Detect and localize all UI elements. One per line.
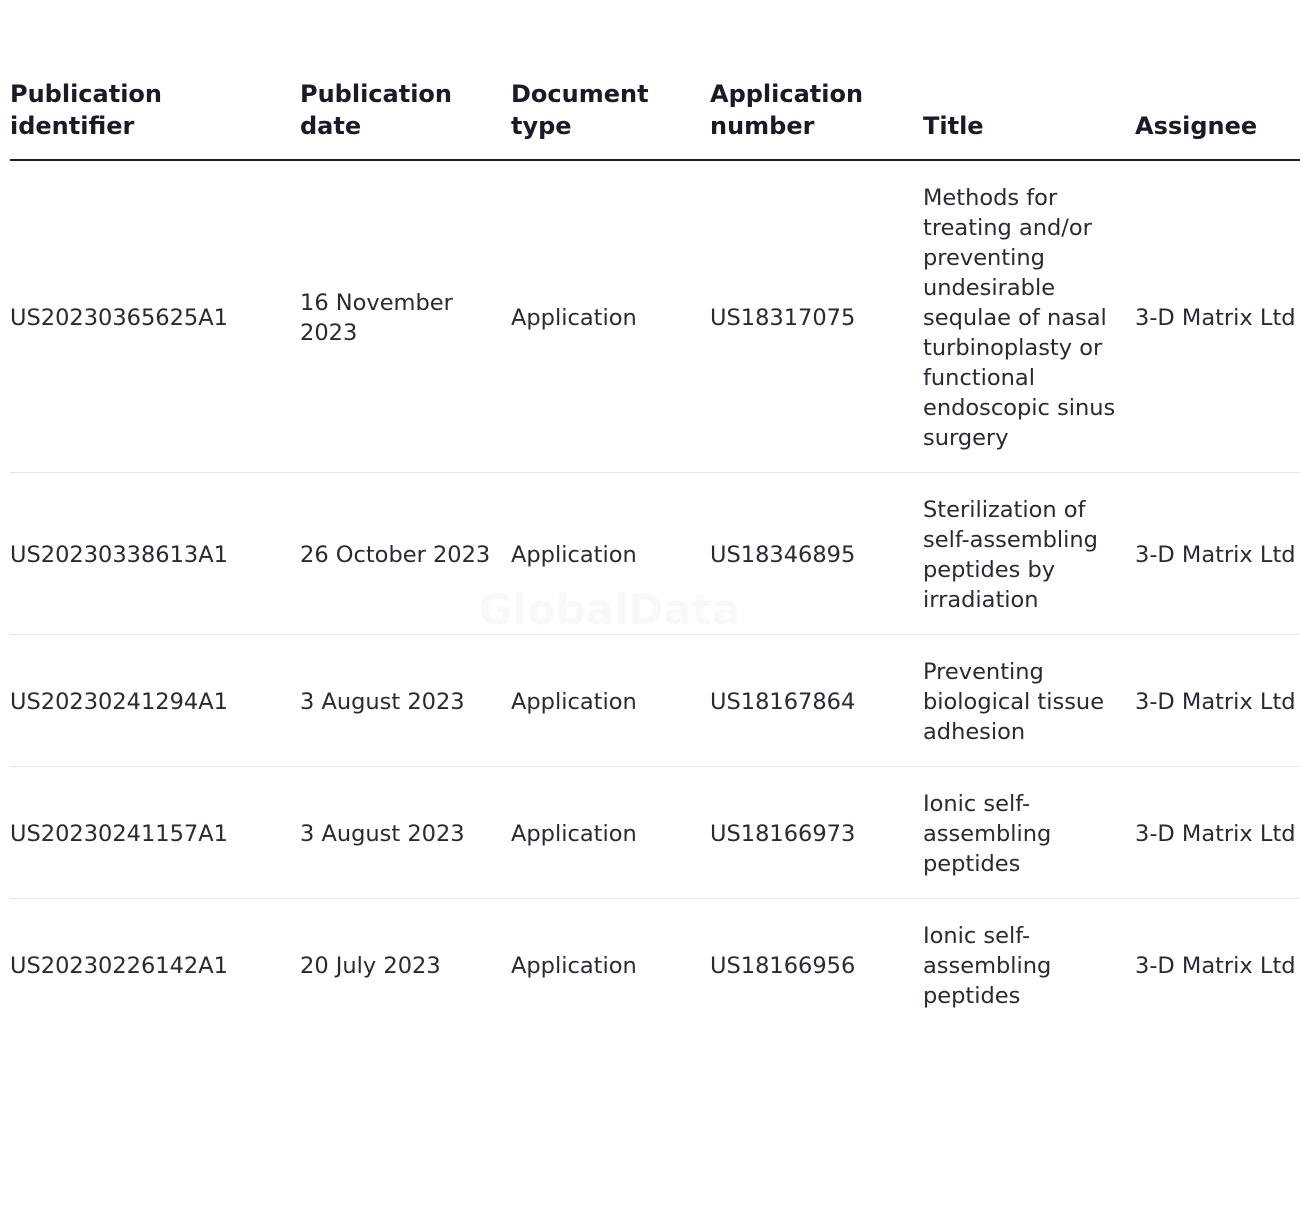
cell-application-number: US18166973 xyxy=(710,767,923,899)
cell-publication-identifier: US20230365625A1 xyxy=(10,160,300,473)
cell-publication-date: 3 August 2023 xyxy=(300,635,511,767)
cell-document-type: Application xyxy=(511,473,710,635)
cell-assignee: 3-D Matrix Ltd xyxy=(1135,160,1300,473)
cell-publication-date: 26 October 2023 xyxy=(300,473,511,635)
cell-assignee: 3-D Matrix Ltd xyxy=(1135,635,1300,767)
table-row xyxy=(10,473,1300,635)
table-row xyxy=(10,899,1300,1031)
cell-title: Ionic self-assembling peptides xyxy=(923,767,1135,899)
column-header-application-number: Application number xyxy=(710,78,923,160)
cell-application-number: US18167864 xyxy=(710,635,923,767)
table-row xyxy=(10,767,1300,899)
cell-application-number: US18166956 xyxy=(710,953,856,979)
cell-application-number: US18346895 xyxy=(710,473,923,635)
cell-document-type: Application xyxy=(511,160,710,473)
cell-title: Methods for treating and/or preventing undesirable sequlae of nasal turbinoplasty or functional endoscopic sinus surgery xyxy=(923,160,1135,473)
column-header-publication-identifier: Publication identifier xyxy=(10,78,300,160)
cell-document-type: Application xyxy=(511,635,710,767)
patents-table-container xyxy=(10,78,1296,1030)
cell-publication-identifier: US20230226142A1 xyxy=(10,953,228,979)
cell-publication-date: 20 July 2023 xyxy=(300,953,441,979)
cell-title: Sterilization of self-assembling peptides by irradiation xyxy=(923,473,1135,635)
table-row xyxy=(10,160,1300,473)
cell-publication-identifier: US20230241157A1 xyxy=(10,767,300,899)
column-header-publication-date: Publication date xyxy=(300,78,511,160)
cell-assignee: 3-D Matrix Ltd xyxy=(1135,953,1296,979)
cell-publication-date: 3 August 2023 xyxy=(300,767,511,899)
cell-publication-identifier: US20230338613A1 xyxy=(10,473,300,635)
table-row xyxy=(10,635,1300,767)
cell-publication-identifier: US20230241294A1 xyxy=(10,635,300,767)
column-header-title: Title xyxy=(923,78,1135,160)
cell-publication-date: 16 November 2023 xyxy=(300,160,511,473)
cell-application-number: US18317075 xyxy=(710,160,923,473)
cell-document-type: Application xyxy=(511,953,637,979)
patents-table xyxy=(10,78,1300,1030)
table-header-row xyxy=(10,78,1300,160)
cell-document-type: Application xyxy=(511,767,710,899)
cell-assignee: 3-D Matrix Ltd xyxy=(1135,767,1300,899)
column-header-document-type: Document type xyxy=(511,78,710,160)
cell-title: Ionic self-assembling peptides xyxy=(923,923,1052,1009)
column-header-assignee: Assignee xyxy=(1135,78,1300,160)
cell-title: Preventing biological tissue adhesion xyxy=(923,635,1135,767)
cell-assignee: 3-D Matrix Ltd xyxy=(1135,473,1300,635)
